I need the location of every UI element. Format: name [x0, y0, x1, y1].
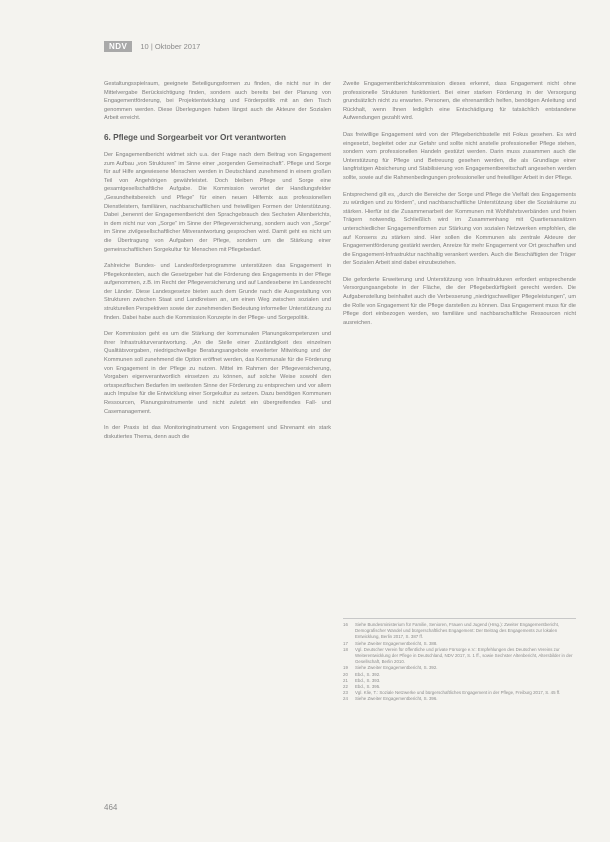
footnote: 16 Siehe Bundesministerium für Familie, Senioren, Frauen und Jugend (Hrsg.): Zweiter Engagementbericht, Demografischer Wandel und bürgerschaftliches Engagement: Der Beitrag des Engagements zur lokalen Entwicklung, Berlin 2017, S. 387 ff. [343, 622, 560, 640]
section-heading: 6. Pflege und Sorgearbeit vor Ort verantworten [104, 132, 286, 142]
right-paragraph-2: Das freiwillige Engagement wird von der Pflegeberichtsstelle mit Fokus gesehen. Es wird eingesetzt, begleitet oder zur Gefahr und sollte nicht anstelle professioneller Pflege stehen, sondern vom professionellen Handeln gestützt werden. Darin muss zusammen auch die Unterstützung für Pflege und Betreuung gesehen werden, die als Grundlage einer langfristigen Absicherung und Stabilisierung von Engagementbereitschaft angesehen werden sollte, sowie auf die Rahmenbedingungen professioneller und freiwilliger Arbeit in der Pflege. [343, 131, 576, 181]
left-paragraph-3: Zahlreiche Bundes- und Landesförderprogramme unterstützen das Engagement in Pflegekontexten, auch die Gesetzgeber hat die Förderung des Engagements in der Pflege aufgenommen, z.B. im Recht der Pflegeversicherung und auf Landesebene im Landesrecht der Länder. Diese Landesgesetze bieten auch dem Grunde nach die Ausgestaltung von Strukturen zwischen Staat und Landkreisen an, um einen Weg zwischen sozialen und strukturellen Perspektiven sowie der zunehmenden Bedeutung informeller Unterstützung zu finden. Dabei habe auch die Kommission Konzepte in der Pflege- und Sorgepolitik. [104, 263, 331, 321]
page-number: 464 [104, 803, 118, 812]
right-paragraph-4: Die geforderte Erweiterung und Unterstützung von Infrastrukturen erfordert entsprechende Versorgungsangebote in der Fläche, die der Pflegebedürftigkeit gerecht werden. Die Aufgabenstellung beinhaltet auch die Verbesserung „niedrigschwelliger Pflegeleistungen“, um die Rolle von Engagement für die Pflege darstellen zu können. Das Engagement muss für die Pflege dort einbezogen werden, wo familiäre und nachbarschaftliche Ressourcen nicht ausreichen. [343, 276, 576, 326]
page-header [104, 40, 200, 53]
issue-label: 10 | Oktober 2017 [140, 42, 201, 51]
left-paragraph-4: Der Kommission geht es um die Stärkung der kommunalen Planungskompetenzen und ihrer Infrastrukturverantwortung. „An die Stelle einer Zuständigkeit des einzelnen Qualitätsvorgaben, niedrigschwellige Beratungsangebote erweiterter Mitwirkung und der Kommunen soll zunehmend die Option eröffnet werden, das Kommunale für die Förderung von Engagement in der Pflege zu nutzen. Mittel im Rahmen der Pflegeversicherung, Vorgaben eigenverantwortlich einsetzen zu können, auf solche Weise sowohl den ortsspezifischen Bedarfen im weitesten Sinne der Förderung zu entsprechen und vor allem auch Impulse für die Entwicklung einer Sorgekultur zu setzen. Dazu benötigen Kommunen Ressourcen, Planungsinstrumente und nicht zuletzt ein übergreifendes Fall- und Casemanagement. [104, 331, 331, 415]
left-paragraph-2: Der Engagementbericht widmet sich u.a. der Frage nach dem Beitrag von Engagement zum Aufbau „von Strukturen“ im Sinne einer „sorgenden Gemeinschaft“. Pflege und Sorge für auf Hilfe angewiesene Menschen werden in Deutschland zunehmend in einem großen Teil von Angehörigen gewährleistet. Doch bleiben Pflege und Sorge eine gesamtgesellschaftliche Aufgabe. Die Kommission verortet der Handlungsfelder „Gesundheitsbereich und Pflege“ für einen neuen Hilfemix aus professionellen Dienstleistern, familiären, nachbarschaftlichen und freiwilligen Formen der Unterstützung. Dabei „benennt der Engagementbericht den Sprachgebrauch des Sechsten Altenberichts, in dem nicht nur von „Sorge“ im Sinne der Pflegeversicherung, sondern auch von „Sorge“ im Sinne zivilgesellschaftlicher Mitverantwortung gesprochen wird. Damit geht es nicht um die Übertragung von Aufgaben der Pflege, sondern um die Stärkung einer gemeinschaftlichen Sorgekultur für Menschen mit Pflegebedarf. [104, 151, 331, 253]
left-paragraph-1: Gestaltungsspielraum, geeignete Beteiligungsformen zu finden, die nicht nur in der Mittelvergabe Berücksichtigung finden, sondern auch bereits bei der Planung von Engagementförderung, bei Projektentwicklung und Förderpolitik mit an den Tisch genommen werden. Diese Überlegungen haben längst auch die Akteure der Sozialen Arbeit erreicht. [104, 81, 331, 122]
footnote: 17 Siehe Zweiter Engagementbericht, S. 388. [343, 640, 438, 646]
footnote: 20 Ebd., S. 392. [343, 671, 381, 677]
right-paragraph-1: Zweite Engagementberichtskommission dieses erkennt, dass Engagement nicht ohne professionelle Strukturen funktioniert. Bei einer starken Förderung in der Versorgung grundsätzlich nicht zu erwarten. Personen, die ehrenamtlich helfen, benötigen Anleitung und Rückhalt, wenn Ihnen lediglich eine Entschädigung für tatsächlich entstandene Aufwendungen gezahlt wird. [343, 81, 576, 122]
footnote: 21 Ebd., S. 393. [343, 677, 381, 683]
footnote: 23 Vgl. Klie, T.: Soziale Netzwerke und bürgerschaftliches Engagement in der Pflege, Freiburg 2017, S. 45 ff. [343, 690, 561, 696]
left-paragraph-5: In der Praxis ist das Monitoringinstrument von Engagement und Ehrenamt ein stark diskutiertes Thema, denn auch die [104, 425, 331, 440]
right-column [343, 80, 576, 335]
footnote: 19 Siehe Zweiter Engagementbericht, S. 392. [343, 665, 438, 671]
footnote: 24 Siehe Zweiter Engagementbericht, S. 396. [343, 696, 438, 702]
right-paragraph-3: Entsprechend gilt es, „durch die Bereiche der Sorge und Pflege die Vielfalt des Engagements zu würdigen und zu fördern“, und nachbarschaftliche Unterstützung über die Sozialräume zu stärken. Hierfür ist die Zusammenarbeit der Kommunen mit Wohlfahrtsverbänden und freien Trägern notwendig. Schließlich wird im Zusammenhang mit Quartiersansätzen unterschiedlicher Engagementformen zur Stärkung von sozialen Netzwerken empfohlen, die auf Konsens zu stärken sind. Hier sollen die Kommunen als zentrale Akteure der Engagementförderung gestärkt werden, Anreize für mehr Engagement vor Ort geschaffen und die Engagement-Infrastruktur nachhaltig verankert werden. Auch die Beschäftigten der Träger der Sozialen Arbeit sind dabei einzubeziehen. [343, 191, 576, 267]
left-column [104, 80, 331, 449]
footnotes [343, 618, 576, 703]
journal-brand: NDV [104, 41, 132, 52]
footnote: 22 Ebd., S. 395. [343, 684, 381, 690]
footnote: 18 Vgl. Deutscher Verein für öffentliche und private Fürsorge e.V.: Empfehlungen des Deutschen Vereins zur Weiterentwicklung der Pflege in Deutschland, NDV 2017, S. 1 ff., sowie Sechster Altenbericht, Altersbilder in der Gesellschaft, Berlin 2010. [343, 646, 573, 665]
